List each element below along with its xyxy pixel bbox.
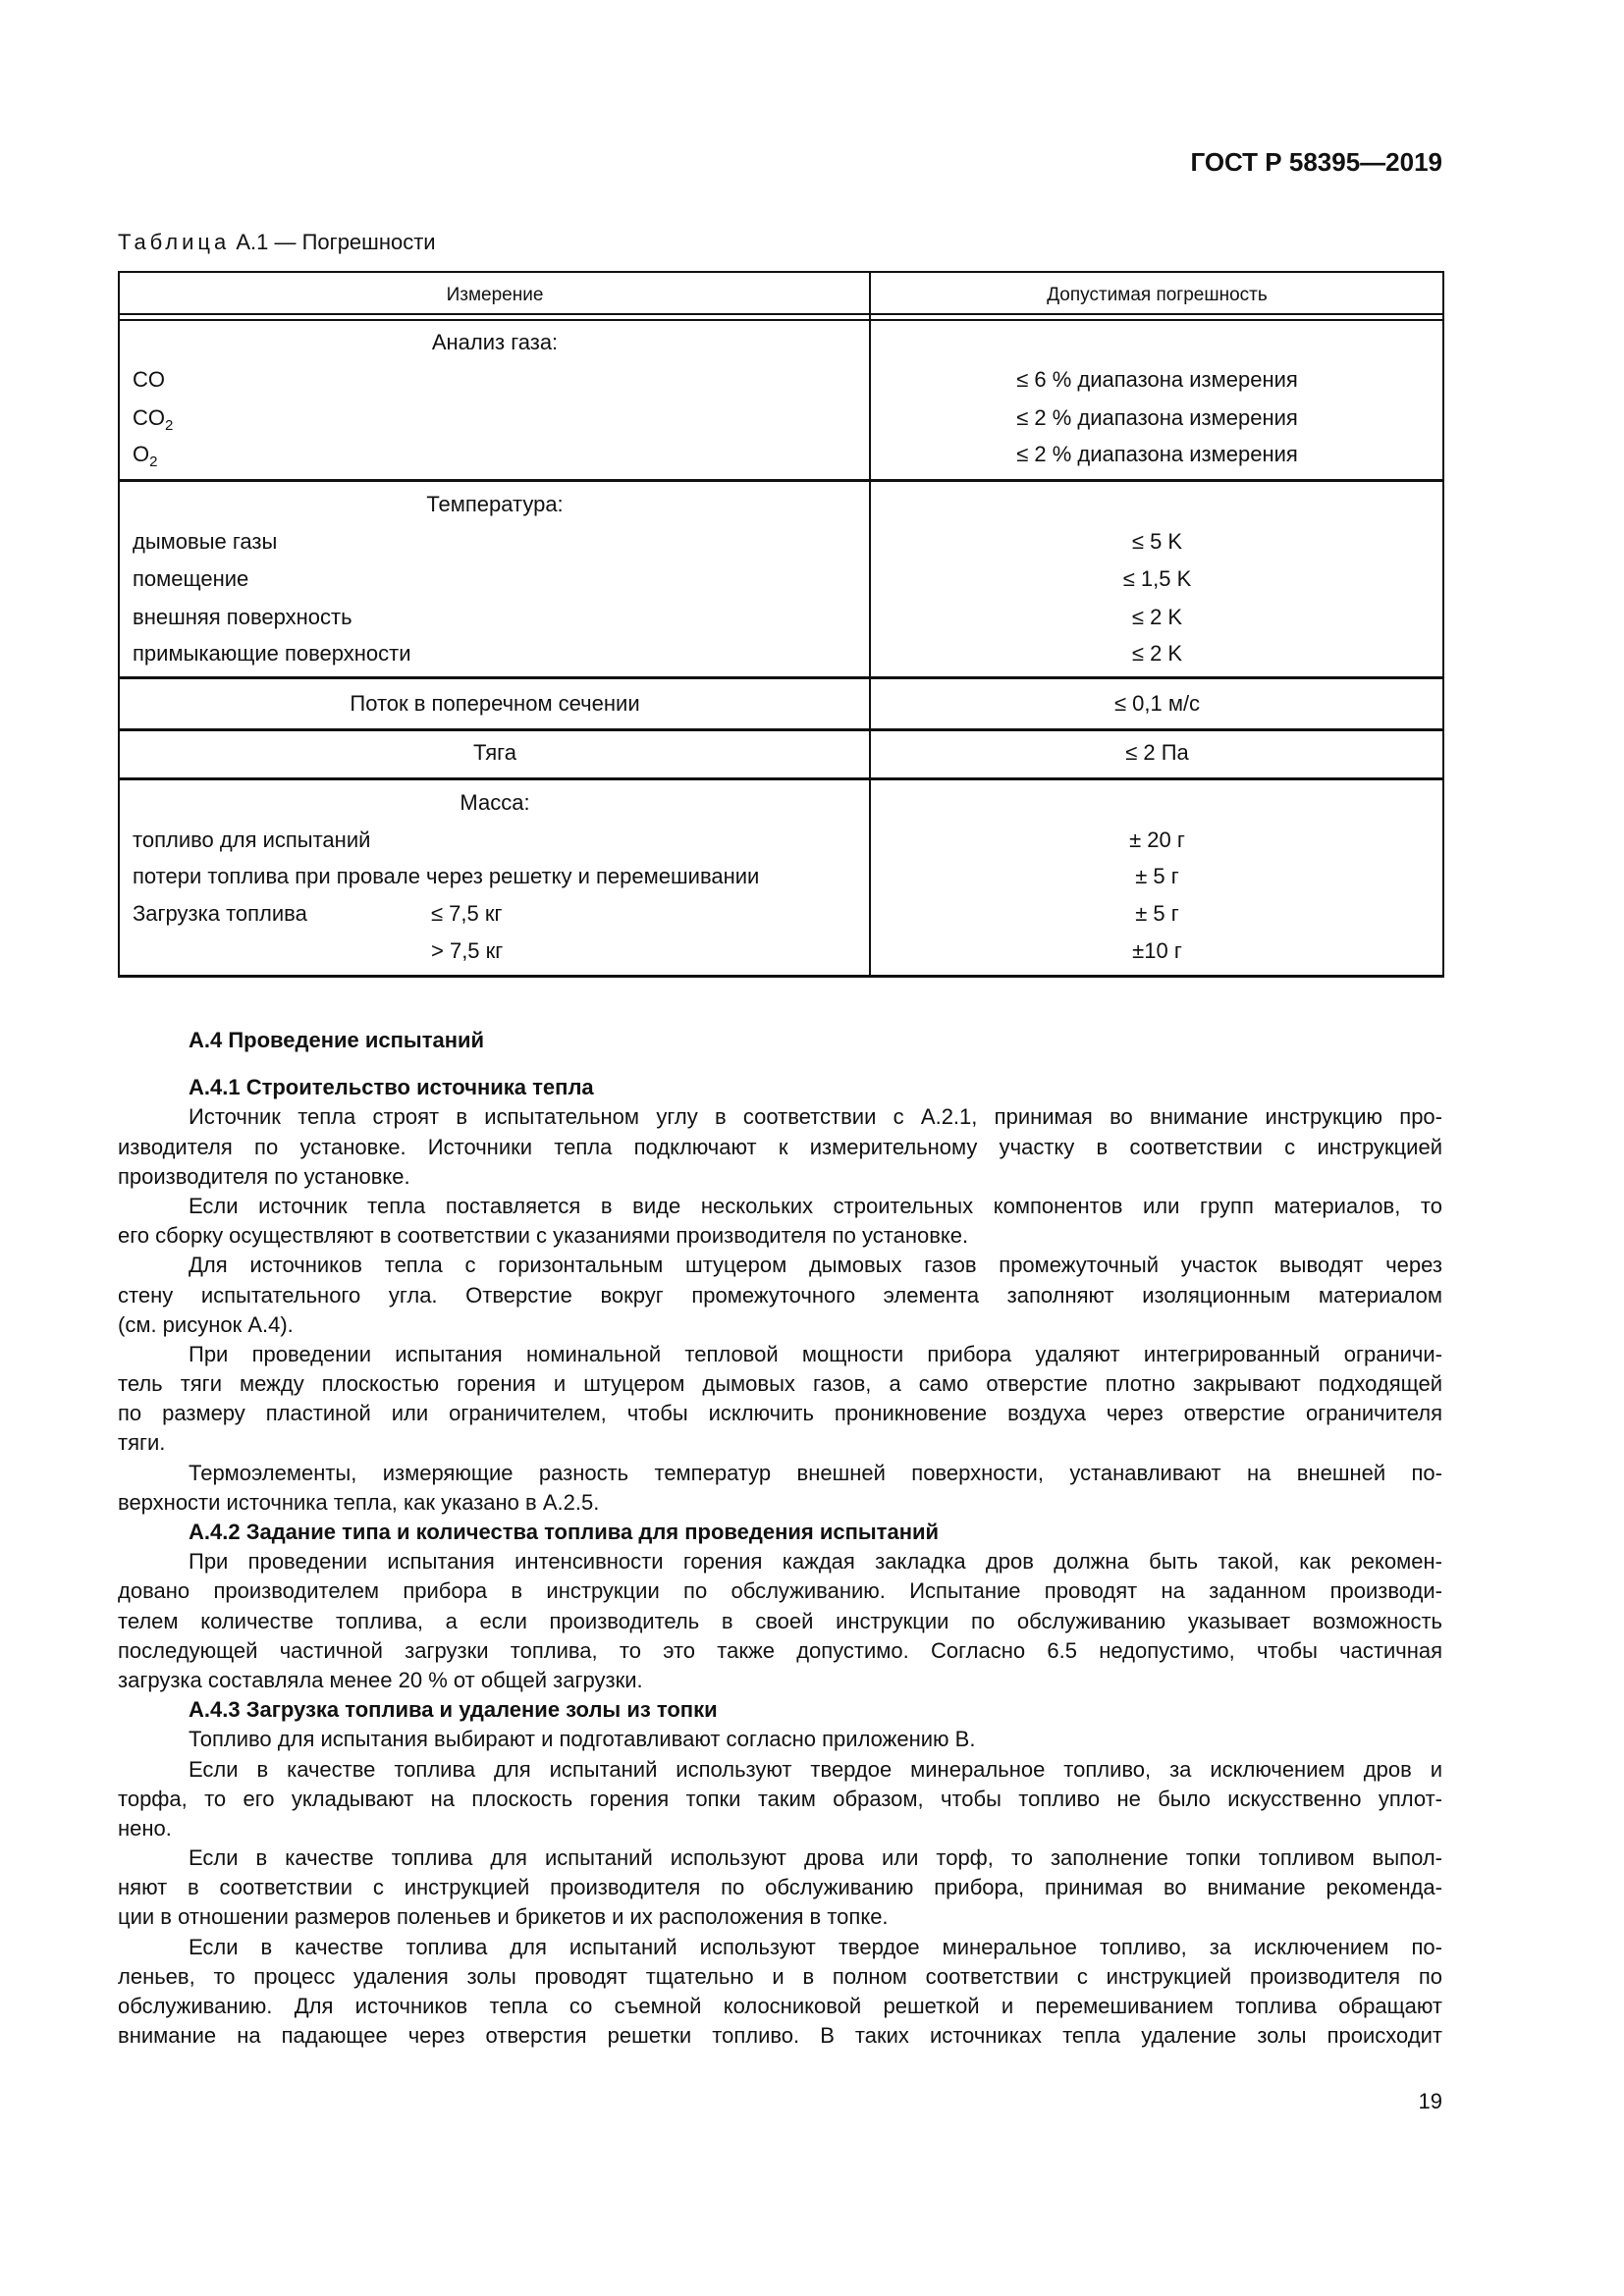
paragraph-line: При проведении испытания номинальной тепловой мощности прибора удаляют интегрированный ограничи-	[189, 1341, 1442, 1366]
paragraph	[118, 1755, 1442, 1844]
paragraph-line: Если в качестве топлива для испытаний используют твердое минеральное топливо, за исключением дров и	[189, 1756, 1442, 1782]
row-value: ≤ 2 K	[1131, 605, 1183, 629]
paragraph-line: торфа, то его укладывают на плоскость горения топки таким образом, чтобы топливо не было искусственно уплот-	[118, 1786, 1442, 1811]
table-border-top	[118, 271, 1444, 273]
row-name: топливо для испытаний	[133, 828, 371, 852]
row-divider	[118, 728, 1444, 731]
paragraph-line: Если в качестве топлива для испытаний используют дрова или торф, то заполнение топки топливом выпол-	[189, 1845, 1442, 1871]
row-divider	[118, 676, 1444, 679]
row-name: примыкающие поверхности	[133, 641, 411, 666]
row-divider	[118, 777, 1444, 780]
group-title-temperature: Температура:	[426, 492, 564, 516]
section-heading: А.4.2 Задание типа и количества топлива для проведения испытаний	[189, 1520, 940, 1544]
section-heading: А.4.3 Загрузка топлива и удаление золы из топки	[189, 1697, 718, 1723]
paragraph-line: (см. рисунок А.4).	[118, 1311, 294, 1337]
row-name: Загрузка топлива	[133, 901, 307, 926]
paragraph	[118, 1459, 1442, 1518]
row-condition: > 7,5 кг	[431, 938, 504, 963]
column-divider	[869, 272, 871, 978]
paragraph-line: стену испытательного угла. Отверстие вокруг промежуточного элемента заполняют изоляционным материалом	[118, 1282, 1442, 1308]
row-value-draft: ≤ 2 Па	[1125, 740, 1189, 765]
paragraph-line: загрузка составляла менее 20 % от общей загрузки.	[118, 1667, 643, 1692]
header-divider	[118, 313, 1444, 315]
paragraph-line: При проведении испытания интенсивности горения каждая закладка дров должна быть такой, как рекомен-	[189, 1549, 1442, 1575]
row-value: ≤ 6 % диапазона измерения	[1016, 367, 1298, 392]
paragraph-line: верхности источника тепла, как указано в А.2.5.	[118, 1489, 600, 1515]
row-name: $O_2$	[133, 442, 158, 470]
paragraph	[118, 1251, 1442, 1340]
table-border-right	[1442, 272, 1444, 978]
column-header-tolerance: Допустимая погрешность	[1047, 285, 1268, 305]
paragraph	[118, 1843, 1442, 1933]
row-value: ≤ 1,5 K	[1122, 566, 1192, 591]
table-caption-label: Таблица	[118, 230, 231, 254]
paragraph-line: ции в отношении размеров поленьев и брикетов и их расположения в топке.	[118, 1904, 889, 1930]
document-code: ГОСТ Р 58395—2019	[1190, 147, 1442, 177]
paragraph-line: производителя по установке.	[118, 1163, 410, 1189]
row-value: ± 5 г	[1135, 901, 1179, 926]
paragraph-line: Источник тепла строят в испытательном углу в соответствии с А.2.1, принимая во внимание инструкцию про-	[189, 1104, 1442, 1130]
paragraph-line: Если источник тепла поставляется в виде нескольких строительных компонентов или групп материалов, то	[189, 1193, 1442, 1218]
group-title-mass: Масса:	[460, 790, 530, 815]
row-value: ≤ 5 K	[1131, 529, 1183, 554]
paragraph-line: няют в соответствии с инструкцией производителя по обслуживанию прибора, принимая во внимание рекоменда-	[118, 1875, 1442, 1900]
header-divider-double	[118, 319, 1444, 321]
paragraph-line: последующей частичной загрузки топлива, то это также допустимо. Согласно 6.5 недопустимо, чтобы частичная	[118, 1637, 1442, 1663]
paragraph-line: по размеру пластиной или ограничителем, чтобы исключить проникновение воздуха через отверстие ограничителя	[118, 1401, 1442, 1426]
group-title-gas: Анализ газа:	[431, 330, 559, 354]
row-condition: ≤ 7,5 кг	[431, 901, 503, 926]
column-header-measurement: Измерение	[446, 285, 544, 305]
paragraph-line: довано производителем прибора в инструкции по обслуживанию. Испытание проводят на заданном производи-	[118, 1578, 1442, 1604]
paragraph-line: леньев, то процесс удаления золы проводят тщательно и в полном соответствии с инструкцией производителя по	[118, 1963, 1442, 1989]
row-value: ≤ 2 % диапазона измерения	[1016, 405, 1298, 430]
document-body	[118, 1026, 1442, 2051]
row-value: ±10 г	[1132, 938, 1182, 963]
section-heading: А.4 Проведение испытаний	[189, 1028, 485, 1052]
row-value: ≤ 2 K	[1131, 641, 1183, 666]
row-name-flow: Поток в поперечном сечении	[350, 691, 640, 716]
table-caption	[118, 230, 436, 255]
paragraph	[118, 1725, 1442, 1754]
row-name: помещение	[133, 566, 249, 591]
table-border-bottom	[118, 975, 1444, 978]
row-value: ± 20 г	[1129, 828, 1185, 852]
row-name-draft: Тяга	[473, 740, 516, 765]
row-value: ± 5 г	[1135, 864, 1179, 888]
paragraph-line: телем количестве топлива, а если производитель в своей инструкции по обслуживанию указывает возможность	[118, 1608, 1442, 1633]
table-caption-title: А.1 — Погрешности	[230, 230, 436, 254]
paragraph-line: внимание на падающее через отверстия решетки топливо. В таких источниках тепла удаление золы происходит	[118, 2023, 1442, 2049]
paragraph	[118, 1340, 1442, 1459]
row-name: CO	[133, 367, 165, 392]
row-value: ≤ 2 % диапазона измерения	[1016, 442, 1298, 466]
paragraph-line: тель тяги между плоскостью горения и штуцером дымовых газов, а само отверстие плотно закрывают подходящей	[118, 1371, 1442, 1397]
page-number: 19	[1418, 2089, 1442, 2113]
paragraph-line: Термоэлементы, измеряющие разность температур внешней поверхности, устанавливают на внешней по-	[189, 1460, 1442, 1485]
table-border-left	[118, 272, 120, 978]
row-name: внешняя поверхность	[133, 605, 352, 629]
section-heading: А.4.1 Строительство источника тепла	[189, 1075, 594, 1100]
row-value-flow: ≤ 0,1 м/с	[1113, 691, 1201, 716]
paragraph	[118, 1933, 1442, 2052]
row-divider	[118, 479, 1444, 482]
paragraph-line: Топливо для испытания выбирают и подготавливают согласно приложению В.	[189, 1727, 976, 1752]
paragraph-line: изводителя по установке. Источники тепла подключают к измерительному участку в соответствии с инструкцией	[118, 1134, 1442, 1159]
paragraph-line: Для источников тепла с горизонтальным штуцером дымовых газов промежуточный участок выводят через	[189, 1253, 1442, 1278]
row-name: дымовые газы	[133, 529, 278, 554]
paragraph-line: тяги.	[118, 1430, 166, 1456]
paragraph-line: обслуживанию. Для источников тепла со съемной колосниковой решеткой и перемешиванием топлива обращают	[118, 1994, 1442, 2018]
row-name: потери топлива при провале через решетку и перемешивании	[133, 864, 760, 888]
paragraph-line: его сборку осуществляют в соответствии с указаниями производителя по установке.	[118, 1223, 969, 1249]
paragraph	[118, 1192, 1442, 1251]
paragraph-line: нено.	[118, 1815, 172, 1841]
paragraph	[118, 1102, 1442, 1192]
row-name: $CO_2$	[133, 405, 174, 434]
paragraph	[118, 1547, 1442, 1695]
paragraph-line: Если в качестве топлива для испытаний используют твердое минеральное топливо, за исключением по-	[189, 1934, 1442, 1959]
